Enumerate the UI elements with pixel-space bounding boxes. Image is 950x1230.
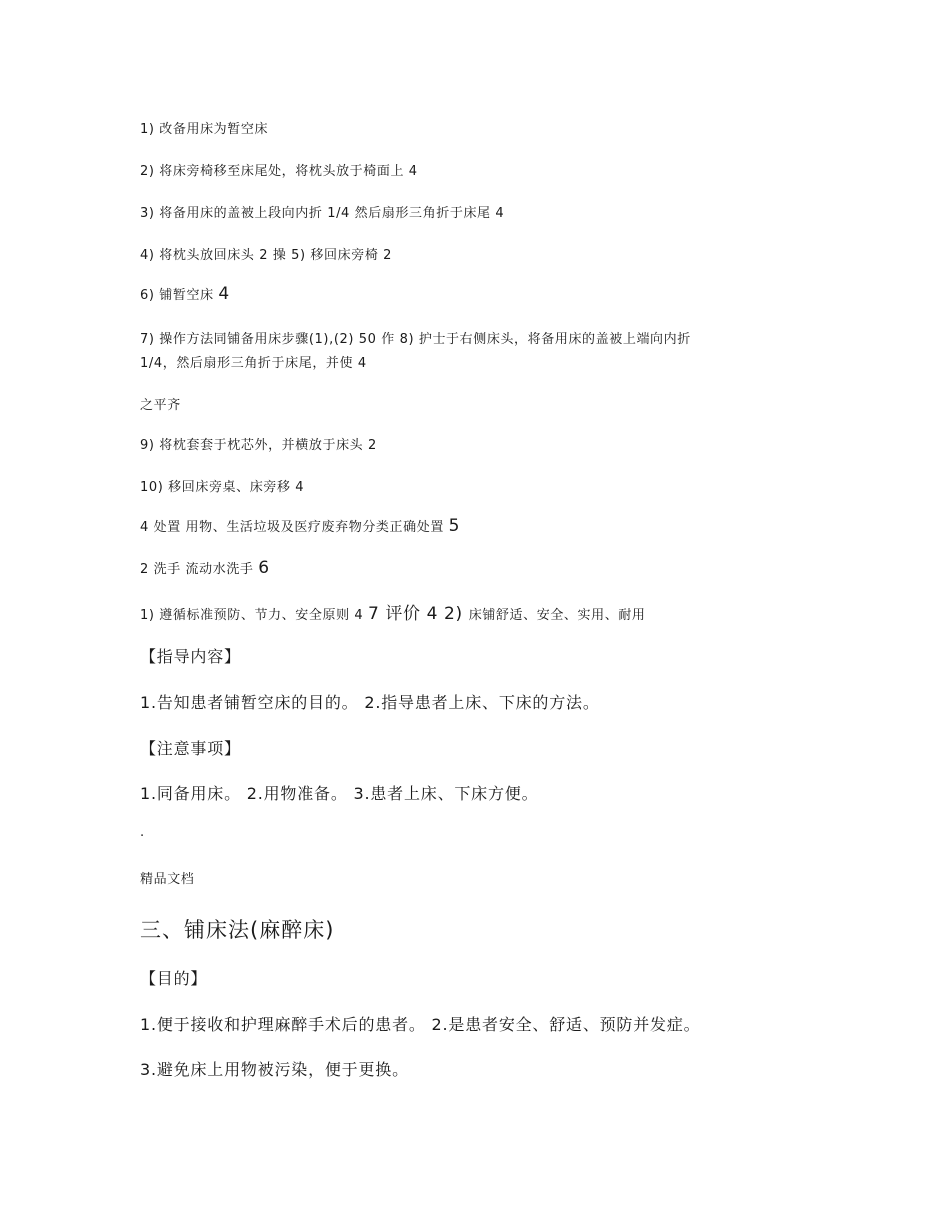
purpose-line-2: 3.避免床上用物被污染，便于更换。 — [140, 1060, 409, 1079]
step-6 — [140, 284, 230, 304]
notes-heading: 【注意事项】 — [140, 739, 241, 758]
purpose-heading: 【目的】 — [140, 969, 208, 988]
step-1: 1) 改备用床为暂空床 — [140, 122, 269, 137]
purpose-line-1: 1.便于接收和护理麻醉手术后的患者。 2.是患者安全、舒适、预防并发症。 — [140, 1015, 701, 1034]
step-3: 3) 将备用床的盖被上段向内折 1/4 然后扇形三角折于床尾 4 — [140, 206, 505, 221]
notes-content: 1.同备用床。 2.用物准备。 3.患者上床、下床方便。 — [140, 784, 539, 803]
evaluation-part1: 1) 遵循标准预防、节力、安全原则 4 — [140, 608, 369, 623]
step-6-text: 6) 铺暂空床 — [140, 288, 219, 303]
step-4-5: 4) 将枕头放回床头 2 操 5) 移回床旁椅 2 — [140, 248, 393, 263]
step-9: 9) 将枕套套于枕芯外，并横放于床头 2 — [140, 438, 377, 453]
step-7-8-line3: 之平齐 — [140, 398, 181, 413]
guidance-heading: 【指导内容】 — [140, 647, 241, 666]
step-7-8-line2: 1/4，然后扇形三角折于床尾，并使 4 — [140, 356, 367, 371]
separator-dot: . — [140, 825, 145, 840]
handwash-row — [140, 558, 270, 578]
guidance-content: 1.告知患者铺暂空床的目的。 2.指导患者上床、下床的方法。 — [140, 693, 600, 712]
watermark-text: 精品文档 — [140, 872, 195, 887]
disposal-text: 4 处置 用物、生活垃圾及医疗废弃物分类正确处置 — [140, 520, 449, 535]
handwash-text: 2 洗手 流动水洗手 — [140, 562, 259, 577]
step-7-8-line1: 7) 操作方法同铺备用床步骤(1),(2) 50 作 8) 护士于右侧床头，将备用床的盖被上端向内折 — [140, 332, 691, 347]
section-title: 三、铺床法(麻醉床) — [140, 918, 335, 942]
disposal-score: 5 — [448, 516, 461, 536]
step-10: 10) 移回床旁桌、床旁移 4 — [140, 480, 305, 495]
step-6-score: 4 — [218, 284, 230, 304]
evaluation-part2: 7 评价 4 2) — [368, 604, 469, 624]
evaluation-row — [140, 599, 646, 624]
evaluation-part3: 床铺舒适、安全、实用、耐用 — [468, 608, 646, 623]
step-2: 2) 将床旁椅移至床尾处，将枕头放于椅面上 4 — [140, 164, 418, 179]
disposal-row — [140, 516, 460, 536]
handwash-score: 6 — [258, 558, 270, 578]
